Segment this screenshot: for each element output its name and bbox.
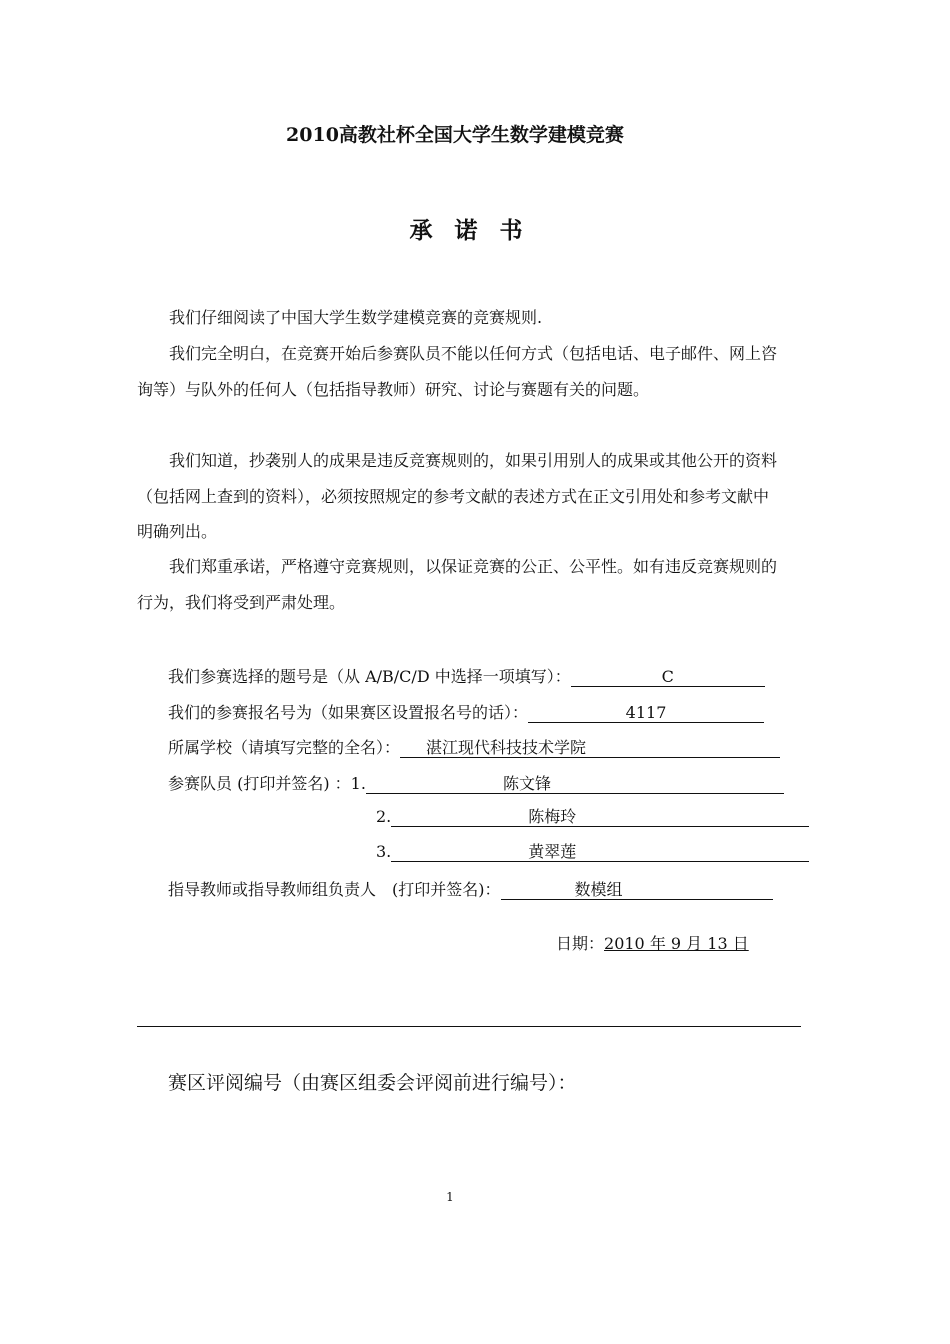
member-number-3: 3. xyxy=(376,842,392,861)
member-field-1[interactable] xyxy=(366,775,784,794)
member-field-3[interactable] xyxy=(391,843,809,862)
member-name-2: 陈梅玲 xyxy=(528,807,577,826)
school-label: 所属学校（请填写完整的全名）： xyxy=(168,738,401,757)
advisor-field[interactable] xyxy=(501,881,773,900)
paragraph-no-contact: 我们完全明白，在竞赛开始后参赛队员不能以任何方式（包括电话、电子邮件、网上咨询等）与队外的任何人（包括指导教师）研究、讨论与赛题有关的问题。 xyxy=(137,344,778,399)
paragraph-pledge: 我们郑重承诺，严格遵守竞赛规则，以保证竞赛的公正、公平性。如有违反竞赛规则的行为，我们将受到严肃处理。 xyxy=(137,557,778,612)
member-number-1: 1. xyxy=(350,774,366,793)
registration-label: 我们的参赛报名号为（如果赛区设置报名号的话）： xyxy=(168,703,529,722)
school-row xyxy=(168,735,780,758)
page-number: 1 xyxy=(446,1190,454,1204)
problem-choice-field[interactable]: C xyxy=(571,668,765,687)
members-row-2 xyxy=(376,807,809,827)
member-field-2[interactable] xyxy=(391,808,809,827)
document-subtitle: 承诺书 xyxy=(409,217,545,244)
date-value[interactable]: 2010 年 9 月 13 日 xyxy=(604,934,749,953)
school-field[interactable] xyxy=(400,739,780,758)
registration-field[interactable]: 4117 xyxy=(528,704,764,723)
problem-choice-label: 我们参赛选择的题号是（从 A/B/C/D 中选择一项填写）： xyxy=(168,667,571,686)
document-title: 2010高教社杯全国大学生数学建模竞赛 xyxy=(286,124,624,146)
member-name-1: 陈文锋 xyxy=(502,774,551,793)
advisor-row xyxy=(168,877,773,900)
members-row-1 xyxy=(168,771,784,794)
problem-choice-row xyxy=(168,664,765,687)
review-number-label: 赛区评阅编号（由赛区组委会评阅前进行编号）： xyxy=(168,1072,577,1094)
registration-row xyxy=(168,700,764,723)
advisor-value: 数模组 xyxy=(574,880,623,899)
member-number-2: 2. xyxy=(376,807,392,826)
section-divider xyxy=(137,1026,801,1027)
member-name-3: 黄翠莲 xyxy=(528,842,577,861)
members-label: 参赛队员 (打印并签名) ： xyxy=(168,774,351,793)
date-label: 日期： xyxy=(556,934,605,953)
school-value: 湛江现代科技技术学院 xyxy=(426,738,587,757)
date-row xyxy=(556,931,749,954)
paragraph-rules-read: 我们仔细阅读了中国大学生数学建模竞赛的竞赛规则. xyxy=(169,308,543,327)
paragraph-plagiarism: 我们知道，抄袭别人的成果是违反竞赛规则的，如果引用别人的成果或其他公开的资料（包括网上查到的资料），必须按照规定的参考文献的表述方式在正文引用处和参考文献中明确列出。 xyxy=(137,451,778,541)
advisor-label: 指导教师或指导教师组负责人 (打印并签名)： xyxy=(168,880,501,899)
members-row-3 xyxy=(376,842,809,862)
